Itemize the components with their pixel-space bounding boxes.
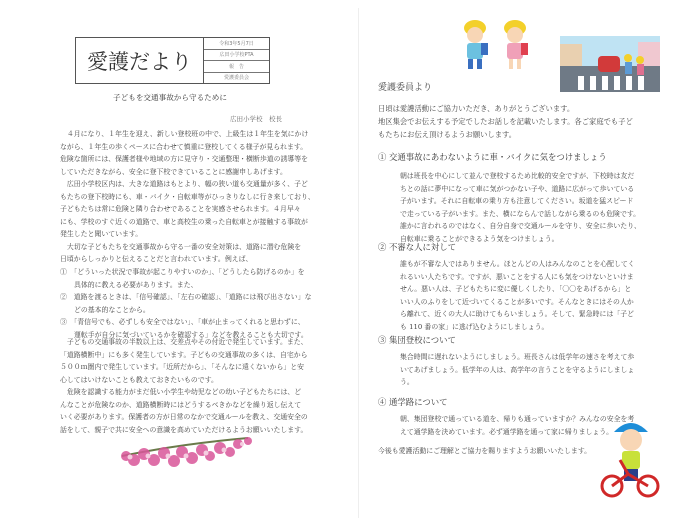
text-line: もたちの登下校時にも、車・バイク・自転車等がひっきりなしに行き来しており、 xyxy=(60,192,315,201)
text-line: んなことが危険なのか、道路横断時にはどうするべきかなどを繰り返し伝えて xyxy=(60,400,302,409)
intro-text xyxy=(378,102,633,141)
text-line: いてあげましょう。低学年の人は、高学年の言うことを守るようにしましょ xyxy=(400,365,635,374)
section-heading: 愛護委員より xyxy=(378,83,433,93)
text-line: れるいい人たちです。ですが、悪いことをする人にも気をつけないといけま xyxy=(400,272,634,281)
article-author: 広田小学校 校長 xyxy=(230,115,282,123)
text-line: いく必要があります。保護者の方が日常のなかで交通ルールを教え、交通安全の xyxy=(60,413,308,422)
text-line: 子どもたちは常に危険と隣り合わせであることを実感させられます。４月早々 xyxy=(60,205,301,214)
left-page xyxy=(40,8,359,518)
text-line: ４月になり、１年生を迎え、新しい登校班の中で、上級生は１年生を気にかけ xyxy=(60,130,309,138)
text-line: していただきながら、安全に登下校できていることに感謝申しあげます。 xyxy=(60,167,287,176)
issue-type: 報 告 xyxy=(204,61,269,73)
text-line: 話をして、親子で共に安全への意識を高めていただけるようお願いいたします。 xyxy=(60,425,308,434)
text-line: 朝は班長を中心にして並んで登校するため比較的安全ですが、下校時は友だ xyxy=(400,172,635,180)
text-line: 集合時間に遅れないようにしましょう。班長さんは低学年の速さを考えて歩 xyxy=(400,353,635,361)
section-title-3: ③ 集団登校について xyxy=(378,335,456,345)
text-line: で走っている子がいます。また、横にならんで話しながら乗るのも危険です。 xyxy=(400,209,641,218)
right-page xyxy=(360,8,675,518)
text-line: ら離れて、近くの大人に助けてもらいましょう。そして、緊急時には「子ど xyxy=(400,310,635,319)
section-title-4: ④ 通学路について xyxy=(378,397,448,407)
text-line: にも、学校のすぐ近くの道路で、車と高校生の乗った自転車とが接触する事故が xyxy=(60,217,308,226)
committee: 愛護委員会 xyxy=(223,75,249,82)
section-title-2: ② 不審な人に対して xyxy=(378,242,457,252)
text-line: も 110 番の家」に逃げ込むようにしましょう。 xyxy=(400,322,549,331)
text-line: ながら、１年生の歩くペースに合わせて慎重に登校してくる様子が見られます。 xyxy=(60,142,308,151)
cherry-blossom-illustration xyxy=(120,436,255,472)
text-line: どの基本的なことから。 xyxy=(74,305,150,314)
text-line: 朝、集団登校で通っている道を、帰りも通っていますか？みんなの安全を考 xyxy=(400,415,635,423)
publisher: 広田小学校PTA xyxy=(204,50,269,62)
article-title: 子どもを交通事故から守るために xyxy=(113,93,227,102)
issue-date: 令和3年5月7日 xyxy=(204,38,269,50)
text-line: ちとの話に夢中になって車に気がつかない子や、道路に広がって歩いている xyxy=(400,184,635,193)
schoolchildren-illustration xyxy=(455,18,545,76)
text-line: 発生したと聞いています。 xyxy=(60,230,143,239)
text-line: 子どもの交通事故の半数以上は、交差点やその付近で発生しています。また、 xyxy=(60,338,308,346)
text-line: 危険な箇所には、保護者様や地域の方に見守り・交通整理・横断歩道の誘導等を xyxy=(60,155,309,164)
closing-text: 今後も愛護活動にご理解とご協力を賜りますようお願いいたします。 xyxy=(378,447,592,455)
section-title-1: ① 交通事故にあわないように車・バイクに気をつけましょう xyxy=(378,152,607,162)
section-body-3 xyxy=(400,351,634,389)
text-line: 「道路横断中」にも多く発生しています。子どもの交通事故の多くは、自宅から xyxy=(60,350,308,359)
text-line: ５００ｍ圏内で発生しています。「近所だから」、「そんなに遠くないから」と安 xyxy=(60,363,305,372)
text-line: もたちにお伝え頂けるようお願いします。 xyxy=(378,130,517,140)
text-line: 運転手が自分に気づいているかを確認する」などを教えることも大切です。 xyxy=(74,330,308,339)
text-line: えて通学路を決めています。必ず通学路を通って家に帰りましょう。 xyxy=(400,427,614,436)
text-line: 子がいます。それに自転車の乗り方も注意してください。坂道を猛スピード xyxy=(400,197,634,206)
crosswalk-illustration xyxy=(560,36,660,92)
text-line: 具体的に教える必要があります。また、 xyxy=(74,280,198,289)
text-line: 大切な子どもたちを交通事故から守る一番の安全対策は、道路に潜む危険を xyxy=(60,242,302,251)
text-line: 誰かに言われるのではなく、自分自身で交通ルールを守り、安全に歩いたり、 xyxy=(400,222,641,231)
text-line: ① 「どういった状況で事故が起こりやすいのか」、「どうしたら防げるのか」を xyxy=(60,268,305,277)
text-line: 自転車に乗ることができるよう気をつけましょう。 xyxy=(400,234,559,243)
article-paragraph-1 xyxy=(60,128,315,341)
child-on-bicycle-illustration xyxy=(600,418,662,503)
text-line: 広田小学校区内は、大きな道路はもとより、幅の狭い道も交通量が多く、子ど xyxy=(60,180,308,189)
text-line: 地区集会でお伝えする予定でしたお話しを記載いたします。各ご家庭でも子ど xyxy=(378,117,633,127)
newsletter-title: 愛護だより xyxy=(76,38,204,83)
text-line: ③ 「青信号でも、必ずしも安全ではない」、「車が止まってくれると思わずに、 xyxy=(60,318,305,327)
text-line: 日頃からしっかりと伝えることだと言われています。例えば、 xyxy=(60,255,253,264)
text-line: 日頃は愛護活動にご協力いただき、ありがとうございます。 xyxy=(378,104,575,113)
text-line: 危険を認識する能力がまだ低い小学生や幼児などの幼い子どもたちには、ど xyxy=(60,388,302,397)
text-line: 心してはいけないことも教えておきたいものです。 xyxy=(60,375,218,384)
text-line: ② 道路を渡るときは、「信号確認」、「左右の確認」、「道路には飛び出さない」な xyxy=(60,293,312,302)
text-line: いい人のふりをして近づいてくることが多いです。そんなときにはその人か xyxy=(400,297,634,306)
masthead xyxy=(75,37,270,84)
section-body-1 xyxy=(400,170,641,245)
text-line: 誰もが不審な人ではありません。ほとんどの人はみんなのことを心配してく xyxy=(400,260,635,268)
text-line: せん。悪い人は、子どもたちに変に優しくしたり、「〇〇をあげるから」と xyxy=(400,285,632,294)
section-body-2 xyxy=(400,258,635,333)
text-line: う。 xyxy=(400,378,414,387)
article-paragraph-2 xyxy=(60,336,308,436)
